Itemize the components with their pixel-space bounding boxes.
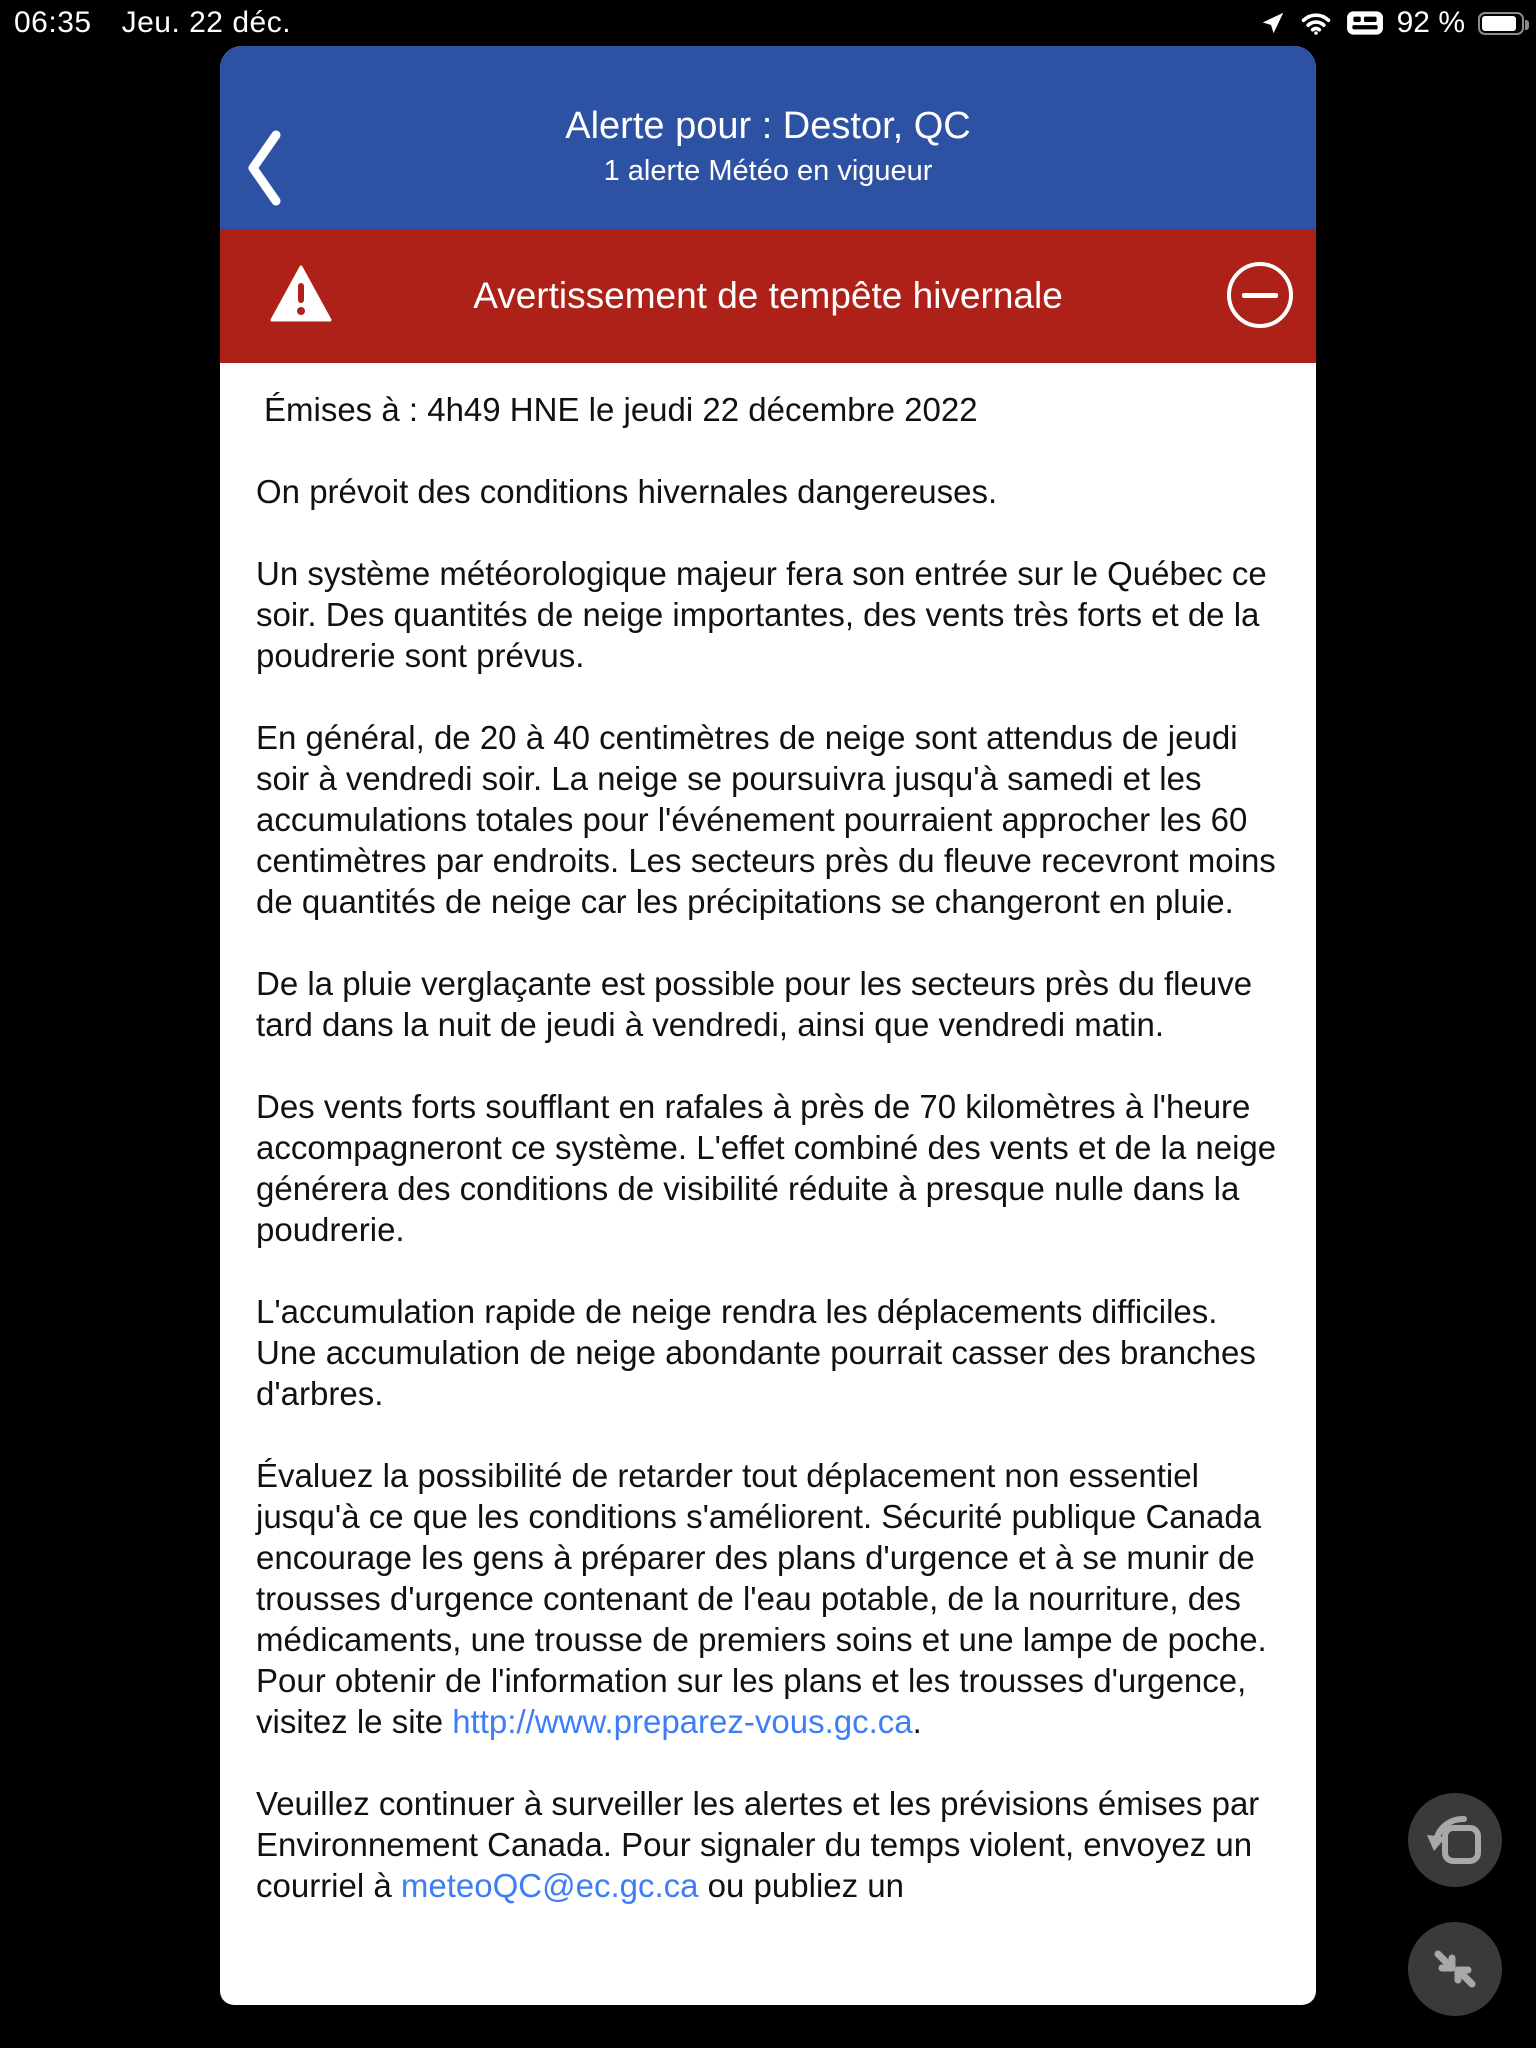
battery-icon bbox=[1478, 12, 1524, 35]
status-bar bbox=[0, 0, 1536, 46]
alert-app-card bbox=[220, 46, 1316, 2005]
alert-paragraph: Veuillez continuer à surveiller les alertes et les prévisions émises par Environnement Canada. Pour signaler du temps violent, envoyez un courriel à meteoQC@ec.gc.ca ou publiez un bbox=[256, 1785, 1260, 1904]
alert-banner[interactable] bbox=[220, 229, 1316, 363]
page-title: Alerte pour : Destor, QC bbox=[565, 105, 971, 147]
alert-body bbox=[220, 363, 1316, 1906]
battery-percent: 92 % bbox=[1396, 6, 1465, 39]
wifi-icon bbox=[1299, 10, 1333, 36]
inline-link[interactable]: http://www.preparez-vous.gc.ca bbox=[452, 1703, 913, 1740]
page-subtitle: 1 alerte Météo en vigueur bbox=[603, 155, 933, 187]
app-header bbox=[220, 46, 1316, 229]
back-button[interactable] bbox=[244, 128, 286, 208]
alert-paragraph: L'accumulation rapide de neige rendra les déplacements difficiles. Une accumulation de neige abondante pourrait casser des branches d'arbres. bbox=[256, 1293, 1256, 1412]
alert-paragraph: Évaluez la possibilité de retarder tout déplacement non essentiel jusqu'à ce que les conditions s'améliorent. Sécurité publique Canada encourage les gens à préparer des plans d'urgence et à se munir de trousses d'urgence contenant de l'eau potable, de la nourriture, des médicaments, une trousse de premiers soins et une lampe de poche. Pour obtenir de l'information sur les plans et les trousses d'urgence, visitez le site http://www.preparez-vous.gc.ca. bbox=[256, 1457, 1267, 1740]
status-time: 06:35 bbox=[14, 6, 92, 39]
alert-banner-title: Avertissement de tempête hivernale bbox=[473, 275, 1063, 316]
sleep-focus-icon bbox=[1346, 10, 1384, 36]
alert-paragraphs bbox=[256, 471, 1286, 1906]
location-arrow-icon bbox=[1260, 10, 1286, 36]
chevron-left-icon bbox=[253, 135, 276, 201]
alert-paragraph: De la pluie verglaçante est possible pour les secteurs près du fleuve tard dans la nuit de jeudi à vendredi, ainsi que vendredi matin. bbox=[256, 965, 1253, 1043]
alert-paragraph: En général, de 20 à 40 centimètres de neige sont attendus de jeudi soir à vendredi soir. La neige se poursuivra jusqu'à samedi et les accumulations totales pour l'événement pourraient approcher les 60 centimètres par endroits. Les secteurs près du fleuve recevront moins de quantités de neige car les précipitations se changeront en pluie. bbox=[256, 719, 1276, 920]
alert-paragraph: Des vents forts soufflant en rafales à près de 70 kilomètres à l'heure accompagneront ce système. L'effet combiné des vents et de la neige générera des conditions de visibilité réduite à presque nulle dans la poudrerie. bbox=[256, 1088, 1277, 1248]
alert-paragraph: Un système météorologique majeur fera son entrée sur le Québec ce soir. Des quantités de neige importantes, des vents très forts et de la poudrerie sont prévus. bbox=[256, 555, 1267, 674]
alert-paragraph: On prévoit des conditions hivernales dangereuses. bbox=[256, 473, 998, 510]
collapse-arrows-icon bbox=[1423, 1937, 1487, 2001]
warning-triangle-icon bbox=[270, 265, 332, 328]
rotate-screen-icon bbox=[1423, 1808, 1487, 1872]
collapse-window-button[interactable] bbox=[1408, 1922, 1502, 2016]
issued-line: Émises à : 4h49 HNE le jeudi 22 décembre 2022 bbox=[264, 391, 978, 428]
inline-link[interactable]: meteoQC@ec.gc.ca bbox=[400, 1867, 699, 1904]
collapse-alert-button[interactable] bbox=[1227, 262, 1293, 328]
rotate-screen-button[interactable] bbox=[1408, 1793, 1502, 1887]
status-date: Jeu. 22 déc. bbox=[121, 6, 292, 39]
